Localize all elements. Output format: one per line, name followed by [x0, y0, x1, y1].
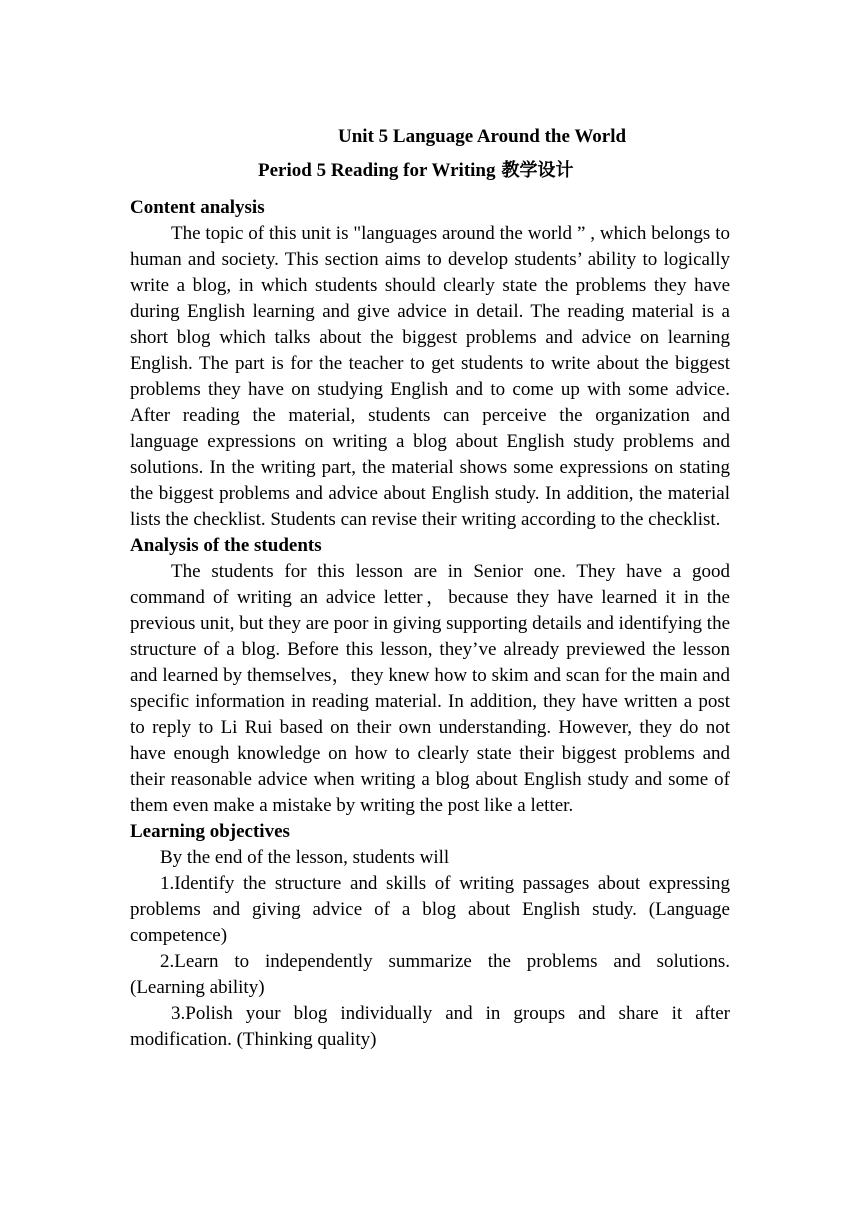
objective-item: 2.Learn to independently summarize the problems and solutions. (Learning ability) [130, 951, 730, 998]
objective-item: 3.Polish your blog individually and in groups and share it after modification. (Thinking quality) [130, 1003, 730, 1050]
objective-item: 1.Identify the structure and skills of writing passages about expressing problems and giving advice of a blog about English study. (Language competence) [130, 873, 730, 946]
objectives-intro: By the end of the lesson, students will [160, 847, 450, 868]
subtitle-text: Period 5 Reading for Writing [258, 160, 496, 181]
paragraph-student-analysis: The students for this lesson are in Senior one. They have a good command of writing an advice letter，because they have learned it in the previous unit, but they are poor in giving supporting details and identifying the structure of a blog. Before this lesson, they’ve already previewed the lesson and learned by themselves，they knew how to skim and scan for the main and specific information in reading material. In addition, they have written a post to reply to Li Rui based on their own understanding. However, they do not have enough knowledge on how to clearly state their biggest problems and their reasonable advice when writing a blog about English study and some of them even make a mistake by writing the post like a letter. [130, 561, 730, 816]
heading-student-analysis: Analysis of the students [130, 535, 322, 556]
heading-content-analysis: Content analysis [130, 197, 265, 218]
subtitle-chinese: 教学设计 [501, 160, 574, 181]
document-body [130, 124, 730, 1053]
paragraph-content-analysis: The topic of this unit is "languages around the world ” , which belongs to human and society. This section aims to develop students’ ability to logically write a blog, in which students should clearly state the problems they have during English learning and give advice in detail. The reading material is a short blog which talks about the biggest problems and advice on learning English. The part is for the teacher to get students to write about the biggest problems they have on studying English and to come up with some advice. After reading the material, students can perceive the organization and language expressions on writing a blog about English study problems and solutions. In the writing part, the material shows some expressions on stating the biggest problems and advice about English study. In addition, the material lists the checklist. Students can revise their writing according to the checklist. [130, 223, 730, 530]
document-subtitle [130, 158, 730, 184]
heading-learning-objectives: Learning objectives [130, 821, 290, 842]
document-title: Unit 5 Language Around the World [338, 126, 627, 147]
